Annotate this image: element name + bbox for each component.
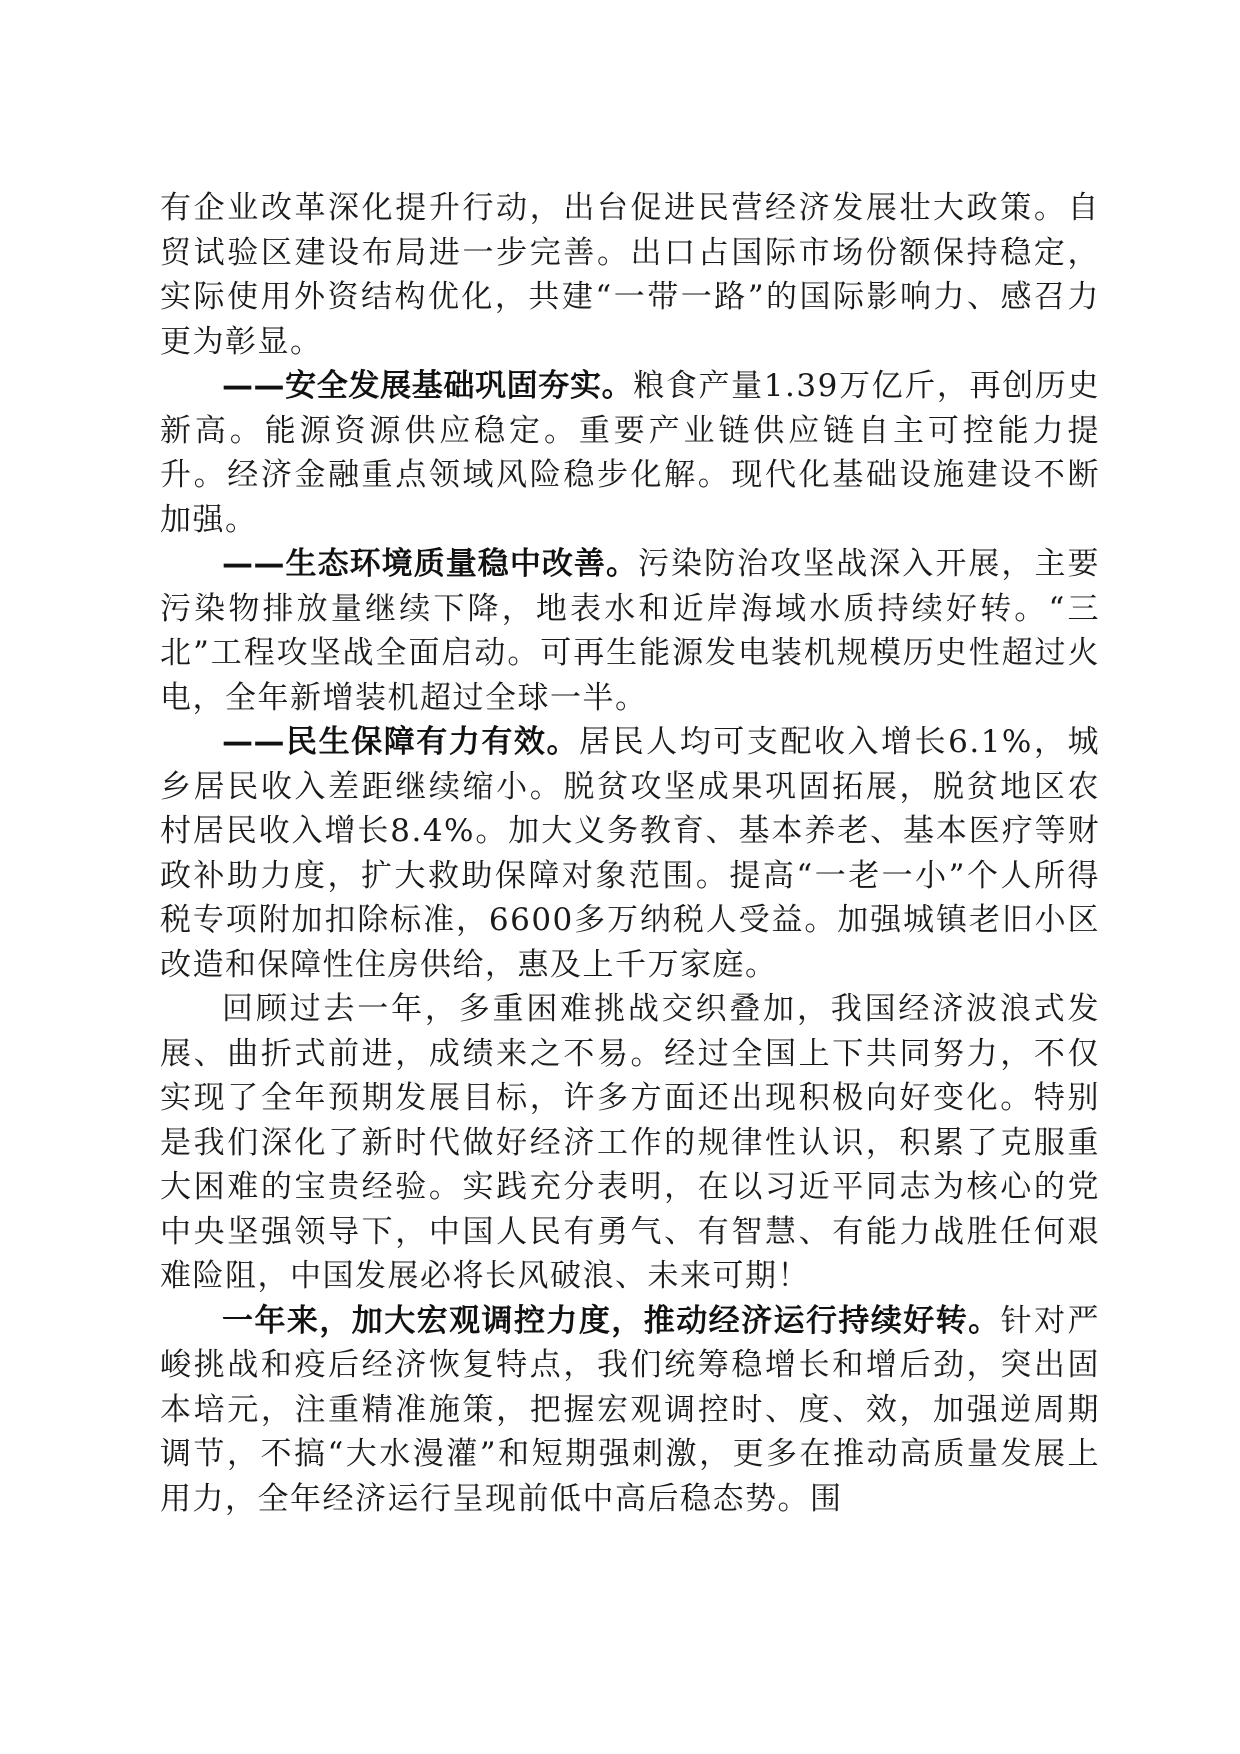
paragraph-text: 污染防治攻坚战深入开展，主要污染物排放量继续下降，地表水和近岸海域水质持续好转。“三北”工程攻坚战全面启动。可再生能源发电装机规模历史性超过火电，全年新增装机超过全球一半。 [160, 546, 1101, 716]
paragraph-lead-heading: ——生态环境质量稳中改善。 [222, 546, 638, 582]
paragraph-text: 针对严峻挑战和疫后经济恢复特点，我们统筹稳增长和增后劲，突出固本培元，注重精准施策，把握宏观调控时、度、效，加强逆周期调节，不搞“大水漫灌”和短期强刺激，更多在推动高质量发展上用力，全年经济运行呈现前低中高后稳态势。围 [160, 1302, 1101, 1517]
paragraph-text: 粮食产量1.39万亿斤，再创历史新高。能源资源供应稳定。重要产业链供应链自主可控能力提升。经济金融重点领域风险稳步化解。现代化基础设施建设不断加强。 [160, 368, 1100, 538]
paragraph-lead-heading: ——民生保障有力有效。 [222, 724, 580, 760]
paragraph-lead-heading: ——安全发展基础巩固夯实。 [222, 368, 634, 404]
paragraph-macro-control [160, 1299, 1100, 1522]
paragraph-text: 居民人均可支配收入增长6.1%，城乡居民收入差距继续缩小。脱贫攻坚成果巩固拓展，脱贫地区农村居民收入增长8.4%。加大义务教育、基本养老、基本医疗等财政补助力度，扩大救助保障对象范围。提高“一老一小”个人所得税专项附加扣除标准，6600多万纳税人受益。加强城镇老旧小区改造和保障性住房供给，惠及上千万家庭。 [160, 724, 1100, 983]
paragraph-opening-reform [160, 186, 1100, 364]
paragraph-lead-heading: 一年来，加大宏观调控力度，推动经济运行持续好转。 [222, 1302, 1001, 1339]
paragraph-text: 回顾过去一年，多重困难挑战交织叠加，我国经济波浪式发展、曲折式前进，成绩来之不易。经过全国上下共同努力，不仅实现了全年预期发展目标，许多方面还出现积极向好变化。特别是我们深化了新时代做好经济工作的规律性认识，积累了克服重大困难的宝贵经验。实践充分表明，在以习近平同志为核心的党中央坚强领导下，中国人民有勇气、有智慧、有能力战胜任何艰难险阻，中国发展必将长风破浪、未来可期！ [160, 991, 1100, 1294]
paragraph-review [160, 987, 1100, 1299]
paragraph-livelihood [160, 720, 1100, 987]
paragraph-ecology [160, 542, 1100, 720]
paragraph-text: 有企业改革深化提升行动，出台促进民营经济发展壮大政策。自贸试验区建设布局进一步完善。出口占国际市场份额保持稳定，实际使用外资结构优化，共建“一带一路”的国际影响力、感召力更为彰显。 [160, 190, 1100, 360]
paragraph-security-foundation [160, 364, 1100, 542]
document-page [160, 186, 1100, 1521]
